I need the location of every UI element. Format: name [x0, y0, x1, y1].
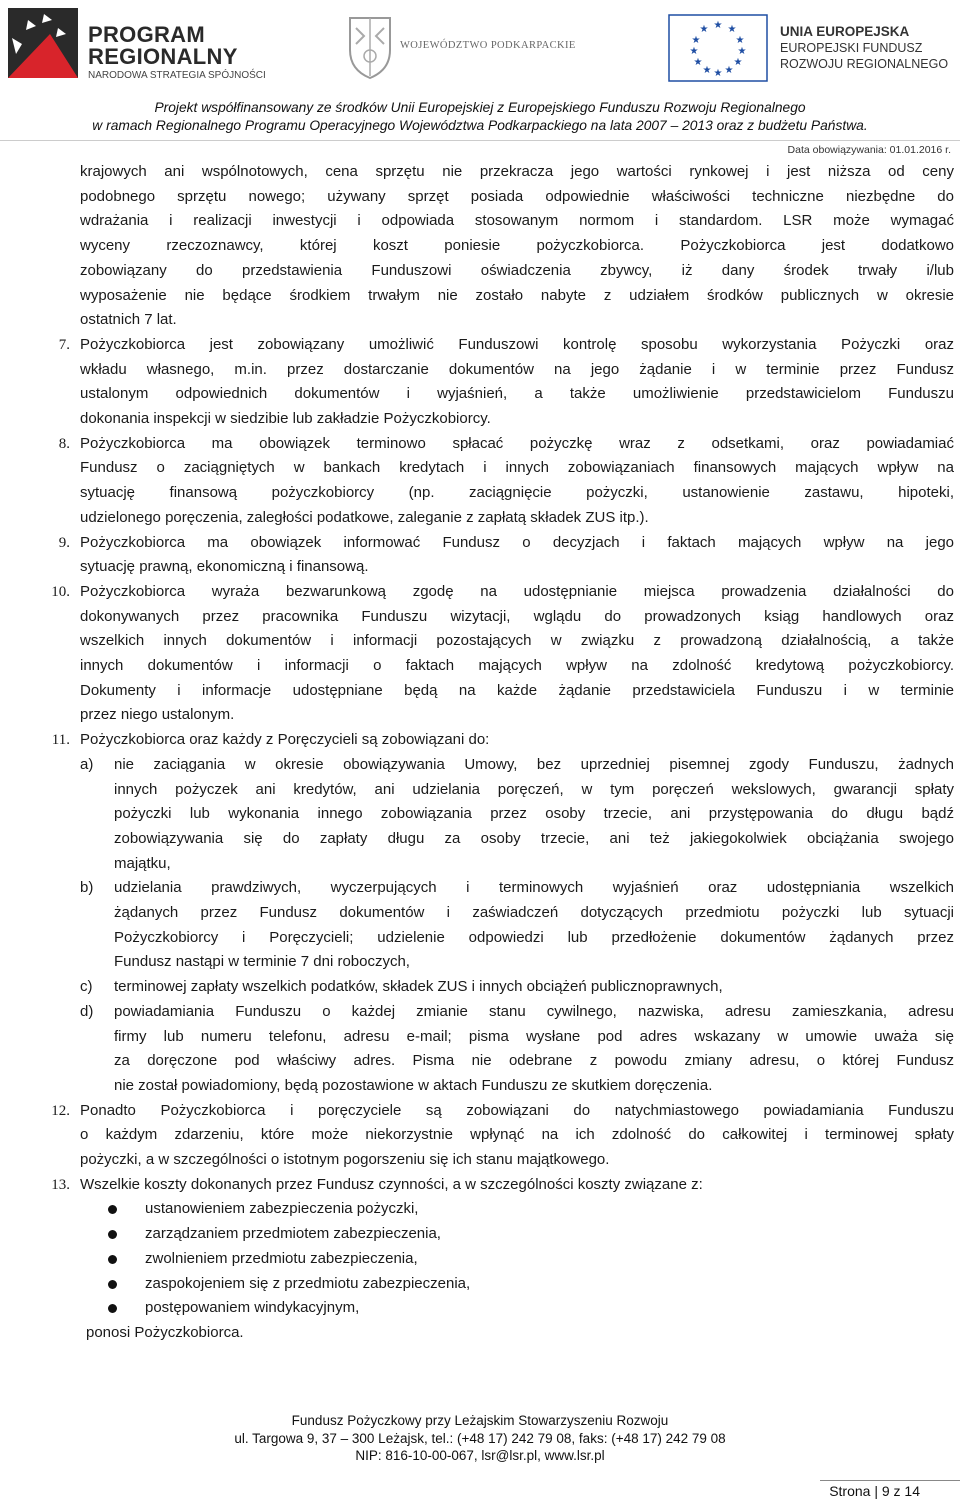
- page-number: Strona | 9 z 14: [829, 1483, 920, 1499]
- coat-of-arms-icon: [346, 14, 394, 80]
- eu-flag-icon: [668, 14, 768, 82]
- eu-logo-line2: EUROPEJSKI FUNDUSZ: [780, 41, 923, 55]
- text-line: zobowiązany do przedstawienia Funduszowi oświadczenia zbywcy, iż dany środek trwały i/lub: [80, 261, 954, 279]
- eu-logo-line1: UNIA EUROPEJSKA: [780, 24, 910, 39]
- sub-item-label: a): [80, 755, 94, 773]
- item-number: 12.: [51, 1102, 70, 1119]
- svg-text:★: ★: [724, 65, 734, 76]
- text-line: ostatnich 7 lat.: [80, 311, 177, 329]
- svg-text:★: ★: [689, 46, 699, 57]
- eu-logo-line3: ROZWOJU REGIONALNEGO: [780, 57, 949, 71]
- text-line: Fundusz nastąpi w terminie 7 dni roboczych,: [114, 953, 410, 971]
- text-line: podobnego sprzętu nowego; używany sprzęt posiada odpowiednie właściwości techniczne niezbędne do: [80, 187, 954, 205]
- text-line: wszelkich innych dokumentów i informacji pozostających w związku z prowadzoną działalnością, a także: [80, 632, 954, 650]
- bullet-item: zarządzaniem przedmiotem zabezpieczenia,: [145, 1225, 441, 1243]
- text-line: sytuację finansową pożyczkobiorcy (np. zaciągnięcie pożyczki, ustanowienie zastawu, hipoteki,: [80, 484, 954, 502]
- text-line: dokonywanych przez pracownika Funduszu wizytacji, wglądu do prowadzonych ksiąg handlowych oraz: [80, 607, 954, 625]
- bullet-icon: [108, 1304, 117, 1313]
- text-line: udzielania prawdziwych, wyczerpujących i terminowych wyjaśnień oraz udostępniania wszelkich: [114, 879, 954, 897]
- program-logo-line2: REGIONALNY: [88, 44, 238, 69]
- text-line: zobowiązywania się do zapłaty długu za osoby trzecie, ani też jakiegokolwiek obciążania swojego: [114, 829, 954, 847]
- sub-item-label: c): [80, 978, 93, 996]
- text-line: Pożyczkobiorca jest zobowiązany umożliwić Funduszowi kontrolę sposobu wykorzystania Pożyczki oraz: [80, 335, 954, 353]
- text-line: Wszelkie koszty dokonanych przez Fundusz czynności, a w szczególności koszty związane z:: [80, 1175, 703, 1193]
- footer-address: ul. Targowa 9, 37 – 300 Leżajsk, tel.: (+48 17) 242 79 08, faks: (+48 17) 242 79 08: [234, 1431, 726, 1446]
- text-line: Pożyczkobiorca wyraża bezwarunkową zgodę na udostępnianie miejsca prowadzenia działalności do: [80, 582, 954, 600]
- text-line: powiadamiania Funduszu o każdej zmianie stanu cywilnego, nazwiska, adresu zamieszkania, adresu: [114, 1002, 954, 1020]
- text-line: wkładu własnego, m.in. przez dostarczanie dokumentów na jego żądanie i w terminie przez Fundusz: [80, 360, 954, 378]
- svg-text:★: ★: [737, 46, 747, 57]
- text-line: nie został powiadomiony, będą pozostawione w aktach Funduszu ze skutkiem doręczenia.: [114, 1076, 713, 1094]
- eu-logo: [668, 14, 958, 84]
- program-logo-line1: PROGRAM: [88, 22, 205, 47]
- text-line: nie zaciągania w okresie obowiązywania Umowy, bez uprzedniej pisemnej zgody Funduszu, żadnych: [114, 755, 954, 773]
- validity-date: Data obowiązywania: 01.01.2016 r.: [787, 144, 951, 156]
- project-cofinancing-line1: Projekt współfinansowany ze środków Unii Europejskiej z Europejskiego Funduszu Rozwoju Regionalnego: [154, 100, 806, 115]
- text-line: krajowych ani wspólnotowych, cena sprzętu nie przekracza jego wartości rynkowej i jest niższa od ceny: [80, 163, 954, 180]
- item-number: 9.: [58, 534, 70, 551]
- item-number: 13.: [51, 1176, 70, 1193]
- bullet-item: zaspokojeniem się z przedmiotu zabezpieczenia,: [145, 1274, 471, 1292]
- bullet-item: postępowaniem windykacyjnym,: [145, 1299, 360, 1317]
- footer-contact: NIP: 816-10-00-067, lsr@lsr.pl, www.lsr.pl: [355, 1448, 605, 1463]
- sub-item-label: b): [80, 879, 94, 897]
- text-line: za doręczone pod właściwy adres. Pisma nie odebrane z powodu zmiany adresu, o której Fundusz: [114, 1052, 954, 1070]
- text-line: Dokumenty i informacje udostępniane będą na każde żądanie przedstawiciela Funduszu i w terminie: [80, 681, 954, 699]
- program-logo-line3: NARODOWA STRATEGIA SPÓJNOŚCI: [88, 70, 266, 81]
- text-line: firmy lub numeru telefonu, adresu e-mail; pisma wysłane pod adres wskazany w umowie uważa się: [114, 1027, 954, 1045]
- page-number-divider: [820, 1480, 960, 1481]
- text-line: innych pożyczek ani kredytów, ani udzielania poręczeń, w tym poręczeń wekslowych, gwarancji spłaty: [114, 780, 954, 798]
- text-line: Pożyczkobiorca oraz każdy z Poręczycieli są zobowiązani do:: [80, 731, 490, 749]
- voivodeship-name: WOJEWÓDZTWO PODKARPACKIE: [400, 40, 576, 51]
- text-line: Pożyczkobiorca ma obowiązek terminowo spłacać pożyczkę wraz z odsetkami, oraz powiadamiać: [80, 434, 954, 452]
- text-line: Pożyczkobiorca ma obowiązek informować Fundusz o decyzjach i faktach mających wpływ na jego: [80, 533, 954, 551]
- text-line: wyposażenie nie będące środkiem trwałym nie zostało nabyte z udziałem środków publicznych w okresie: [80, 286, 954, 304]
- program-regionalny-logo: [8, 8, 268, 81]
- wojewodztwo-podkarpackie-logo: [346, 14, 586, 84]
- sub-item-label: d): [80, 1002, 94, 1020]
- svg-text:★: ★: [713, 68, 723, 79]
- text-line: innych dokumentów i informacji o faktach mających wpływ na zdolność kredytową pożyczkobiorcy.: [80, 657, 954, 674]
- text-line: żądanych przez Fundusz dokumentów i zaświadczeń dotyczących przedmiotu pożyczki lub sytuacji: [114, 904, 954, 921]
- svg-text:★: ★: [693, 57, 703, 68]
- item-number: 7.: [58, 336, 70, 353]
- text-line: terminowej zapłaty wszelkich podatków, składek ZUS i innych obciążeń publicznoprawnych,: [114, 978, 723, 996]
- svg-text:★: ★: [735, 35, 745, 46]
- bullet-icon: [108, 1230, 117, 1239]
- text-line: ustalonym odpowiednich dokumentów i wyjaśnień, a także umożliwienie przedstawicielom Funduszu: [80, 385, 954, 403]
- svg-text:★: ★: [702, 65, 712, 76]
- text-line: pożyczki lub wykonania innego zobowiązania przez osoby trzecie, ani przystępowania do długu bądź: [114, 805, 954, 823]
- program-regionalny-flag-icon: [8, 8, 80, 80]
- svg-text:★: ★: [691, 35, 701, 46]
- svg-text:★: ★: [733, 57, 743, 68]
- text-line: majątku,: [114, 854, 171, 872]
- project-cofinancing-line2: w ramach Regionalnego Programu Operacyjnego Województwa Podkarpackiego na lata 2007 – 2013 oraz z budżetu Państwa.: [92, 118, 868, 133]
- svg-text:★: ★: [699, 24, 709, 35]
- svg-text:★: ★: [713, 20, 723, 31]
- text-line: Ponadto Pożyczkobiorca i poręczyciele są zobowiązani do natychmiastowego powiadamiania Funduszu: [80, 1101, 954, 1119]
- header-logo-bar: [0, 0, 960, 92]
- text-line: przez niego ustalonym.: [80, 706, 235, 724]
- text-line: Fundusz o zaciągniętych w bankach kredytach i innych zobowiązaniach finansowych mających wpływ na: [80, 459, 954, 477]
- bullet-icon: [108, 1255, 117, 1264]
- text-line: wdrażania i realizacji inwestycji i odpowiada stosowanym normom i standardom. LSR może wymagać: [80, 212, 954, 230]
- bullet-icon: [108, 1280, 117, 1289]
- bullet-icon: [108, 1205, 117, 1214]
- footer-fund-name: Fundusz Pożyczkowy przy Leżajskim Stowarzyszeniu Rozwoju: [291, 1413, 669, 1428]
- text-line: pożyczki, a w szczególności o istotnym pogorszeniu się ich stanu majątkowego.: [80, 1151, 610, 1168]
- text-line: dokonania inspekcji w siedzibie lub zakładzie Pożyczkobiorcy.: [80, 410, 491, 427]
- item-number: 8.: [58, 435, 70, 452]
- closing-line: ponosi Pożyczkobiorca.: [86, 1323, 244, 1341]
- item-number: 10.: [51, 583, 70, 600]
- text-line: o każdym zdarzeniu, które może niekorzystnie wpłynąć na ich zdolność do całkowitej i terminowej spłaty: [80, 1126, 954, 1144]
- text-line: udzielonego poręczenia, zaległości podatkowe, zaleganie z zapłatą składek ZUS itp.).: [80, 508, 649, 526]
- bullet-item: zwolnieniem przedmiotu zabezpieczenia,: [145, 1249, 418, 1267]
- text-line: sytuację prawną, ekonomiczną i finansową.: [80, 558, 369, 576]
- item-number: 11.: [51, 732, 70, 749]
- text-line: wyceny rzeczoznawcy, której koszt poniesie pożyczkobiorca. Pożyczkobiorca jest dodatkowo: [80, 237, 954, 255]
- bullet-item: ustanowieniem zabezpieczenia pożyczki,: [145, 1200, 419, 1218]
- header-divider: [0, 140, 960, 141]
- svg-text:★: ★: [727, 24, 737, 35]
- text-line: Pożyczkobiorcy i Poręczycieli; udzielenie odpowiedzi lub przedłożenie dokumentów żądanych przez: [114, 928, 954, 946]
